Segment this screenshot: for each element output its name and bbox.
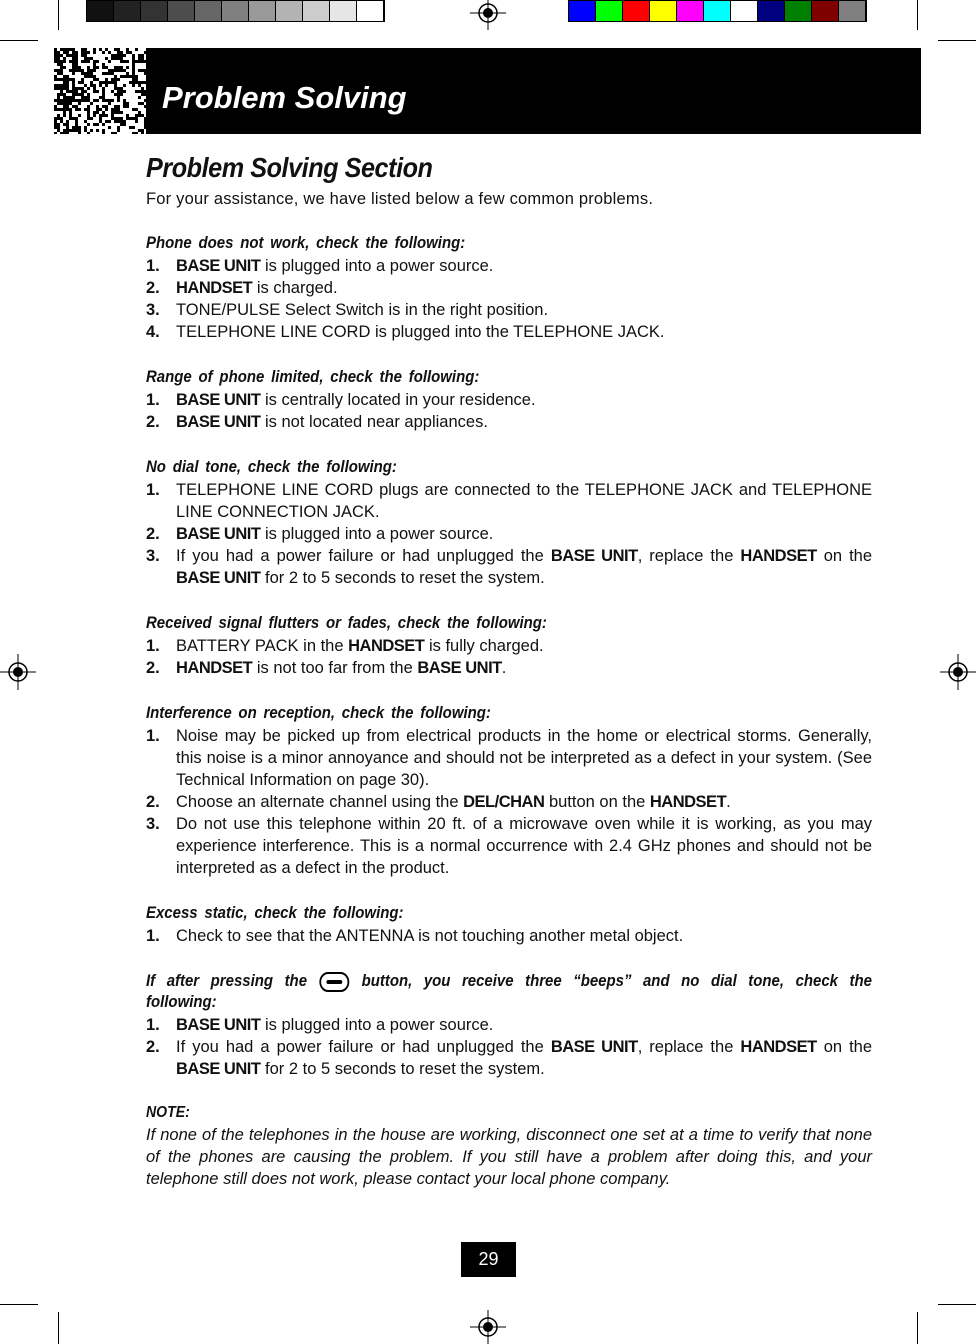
item-text: , replace the	[637, 547, 741, 565]
item-number: 3.	[146, 301, 160, 319]
list-item	[146, 255, 872, 277]
color-swatch	[812, 1, 839, 21]
bold-term: BASE UNIT	[550, 1037, 638, 1056]
checklist	[146, 255, 872, 343]
item-text: TELEPHONE LINE CORD is plugged into the TELEPHONE JACK.	[176, 323, 665, 341]
crop-mark	[0, 1304, 38, 1305]
bold-term: BASE UNIT	[176, 257, 261, 275]
list-item	[146, 299, 872, 321]
bold-term: DEL/CHAN	[463, 793, 545, 811]
bold-term: BASE UNIT	[417, 659, 502, 677]
list-item	[146, 411, 872, 433]
color-swatch	[87, 1, 114, 21]
color-swatch	[704, 1, 731, 21]
list-item	[146, 657, 872, 679]
checklist	[146, 635, 872, 679]
heading-after: button, you receive three “beeps” and no dial tone, check the following:	[146, 971, 872, 1011]
color-swatch	[303, 1, 330, 21]
item-number: 2.	[146, 1037, 160, 1056]
talk-button-icon	[319, 972, 349, 992]
item-text: Noise may be picked up from electrical products in the home or electrical storms. Generally, this noise is a minor annoyance and should not be interpreted as a defect in your system. (See Technical Information on page 30).	[176, 727, 872, 789]
item-text: Choose an alternate channel using the	[176, 793, 464, 811]
section-heading: Interference on reception, check the following:	[146, 703, 491, 722]
item-number: 2.	[146, 793, 160, 811]
list-item	[146, 277, 872, 299]
registration-mark-icon	[468, 0, 508, 32]
item-text: Check to see that the ANTENNA is not touching another metal object.	[176, 927, 684, 945]
item-number: 1.	[146, 391, 160, 409]
item-number: 2.	[146, 525, 160, 543]
bold-term: BASE UNIT	[176, 1059, 261, 1078]
crop-mark	[938, 1304, 976, 1305]
checklist	[146, 479, 872, 589]
list-item	[146, 813, 872, 879]
color-swatch	[141, 1, 168, 21]
color-swatch	[276, 1, 303, 21]
grayscale-calibration-strip	[86, 0, 385, 22]
problem-section	[146, 613, 872, 679]
list-item	[146, 545, 872, 589]
problem-section	[146, 367, 872, 433]
registration-mark-icon	[0, 652, 38, 692]
item-text: .	[501, 659, 507, 677]
problem-section	[146, 233, 872, 343]
item-text: for 2 to 5 seconds to reset the system.	[260, 569, 545, 587]
section-heading	[146, 971, 872, 1012]
item-number: 1.	[146, 727, 160, 745]
checklist	[146, 389, 872, 433]
color-swatch	[222, 1, 249, 21]
list-item	[146, 725, 872, 791]
item-number: 2.	[146, 413, 160, 431]
item-text: TONE/PULSE Select Switch is in the right position.	[176, 301, 549, 319]
beeps-list	[146, 1014, 872, 1080]
page-title: Problem Solving	[162, 80, 407, 115]
bold-term: BASE UNIT	[176, 525, 261, 543]
bold-term: BASE UNIT	[176, 391, 261, 409]
item-text: is plugged into a power source.	[260, 525, 494, 543]
item-text: Do not use this telephone within 20 ft. of a microwave oven while it is working, as you may experience interference. This is a normal occurrence with 2.4 GHz phones and should not be interpreted as a defect in the product.	[176, 815, 872, 877]
bold-term: HANDSET	[176, 659, 253, 677]
list-item	[146, 791, 872, 813]
crop-mark	[0, 40, 38, 41]
bold-term: HANDSET	[740, 547, 817, 565]
crop-mark	[938, 40, 976, 41]
item-number: 1.	[146, 927, 160, 945]
problem-section	[146, 703, 872, 879]
list-item	[146, 479, 872, 523]
item-text: BATTERY PACK in the	[176, 637, 349, 655]
crop-mark	[58, 1312, 59, 1344]
color-swatch	[168, 1, 195, 21]
color-calibration-strip	[568, 0, 867, 22]
note-text: If none of the telephones in the house are working, disconnect one set at a time to verify that none of the phones are causing the problem. If you still have a problem after doing this, and your telephone still does not work, please contact your local phone company.	[146, 1125, 872, 1188]
checklist	[146, 925, 872, 947]
color-swatch	[650, 1, 677, 21]
color-swatch	[785, 1, 812, 21]
color-swatch	[623, 1, 650, 21]
color-swatch	[330, 1, 357, 21]
item-text: for 2 to 5 seconds to reset the system.	[260, 1059, 545, 1078]
section-heading: Received signal flutters or fades, check the following:	[146, 613, 547, 632]
item-text: If you had a power failure or had unplugged the	[176, 547, 551, 565]
item-number: 1.	[146, 257, 160, 275]
item-number: 3.	[146, 547, 160, 565]
section-heading: Phone does not work, check the following:	[146, 233, 466, 252]
registration-mark-icon	[938, 652, 976, 692]
problem-section	[146, 903, 872, 947]
bold-term: BASE UNIT	[176, 1015, 261, 1034]
bold-term: HANDSET	[348, 637, 425, 655]
list-item	[146, 321, 872, 343]
page-number: 29	[461, 1242, 516, 1277]
crop-mark	[58, 0, 59, 30]
list-item	[146, 389, 872, 411]
item-text: button on the	[544, 793, 650, 811]
list-item	[146, 1036, 872, 1080]
beeps-section	[146, 971, 872, 1080]
color-swatch	[114, 1, 141, 21]
bold-term: BASE UNIT	[176, 413, 261, 431]
item-text: is not too far from the	[252, 659, 418, 677]
item-number: 1.	[146, 481, 160, 499]
color-swatch	[249, 1, 276, 21]
item-text: is not located near appliances.	[260, 413, 488, 431]
bold-term: HANDSET	[176, 279, 253, 297]
list-item	[146, 635, 872, 657]
section-heading: Range of phone limited, check the following:	[146, 367, 480, 386]
item-text: is plugged into a power source.	[260, 257, 494, 275]
section-title: Problem Solving Section	[146, 152, 433, 183]
item-number: 1.	[146, 1015, 160, 1034]
item-text: is centrally located in your residence.	[260, 391, 536, 409]
item-number: 3.	[146, 815, 160, 833]
bold-term: HANDSET	[740, 1037, 817, 1056]
section-heading: Excess static, check the following:	[146, 903, 404, 922]
item-text: is plugged into a power source.	[260, 1015, 494, 1034]
item-number: 4.	[146, 323, 160, 341]
item-number: 2.	[146, 279, 160, 297]
list-item	[146, 925, 872, 947]
section-heading: No dial tone, check the following:	[146, 457, 397, 476]
registration-mark-icon	[468, 1310, 508, 1344]
note-label: NOTE:	[146, 1103, 190, 1121]
item-text: TELEPHONE LINE CORD plugs are connected to the TELEPHONE JACK and TELEPHONE LINE CONNECTION JACK.	[176, 481, 872, 521]
color-swatch	[731, 1, 758, 21]
item-text: .	[726, 793, 731, 811]
color-swatch	[677, 1, 704, 21]
bold-term: BASE UNIT	[550, 547, 638, 565]
main-content	[146, 152, 872, 1190]
item-text: is fully charged.	[424, 637, 544, 655]
crop-mark	[917, 0, 918, 30]
color-swatch	[758, 1, 785, 21]
list-item	[146, 1014, 872, 1036]
heading-before: If after pressing the	[146, 971, 308, 990]
intro-text: For your assistance, we have listed below a few common problems.	[146, 190, 654, 208]
color-swatch	[357, 1, 384, 21]
color-swatch	[596, 1, 623, 21]
pattern-logo-icon	[54, 48, 146, 134]
list-item	[146, 523, 872, 545]
bold-term: BASE UNIT	[176, 569, 261, 587]
color-swatch	[569, 1, 596, 21]
color-swatch	[839, 1, 866, 21]
item-number: 1.	[146, 637, 160, 655]
item-text: on the	[816, 1037, 873, 1056]
item-text: , replace the	[637, 1037, 741, 1056]
item-text: is charged.	[252, 279, 338, 297]
item-number: 2.	[146, 659, 160, 677]
bold-term: HANDSET	[649, 793, 727, 811]
item-text: on the	[816, 547, 873, 565]
problem-sections	[146, 233, 872, 947]
crop-mark	[917, 1312, 918, 1344]
color-swatch	[195, 1, 222, 21]
checklist	[146, 725, 872, 879]
problem-section	[146, 457, 872, 589]
item-text: If you had a power failure or had unplugged the	[176, 1037, 551, 1056]
